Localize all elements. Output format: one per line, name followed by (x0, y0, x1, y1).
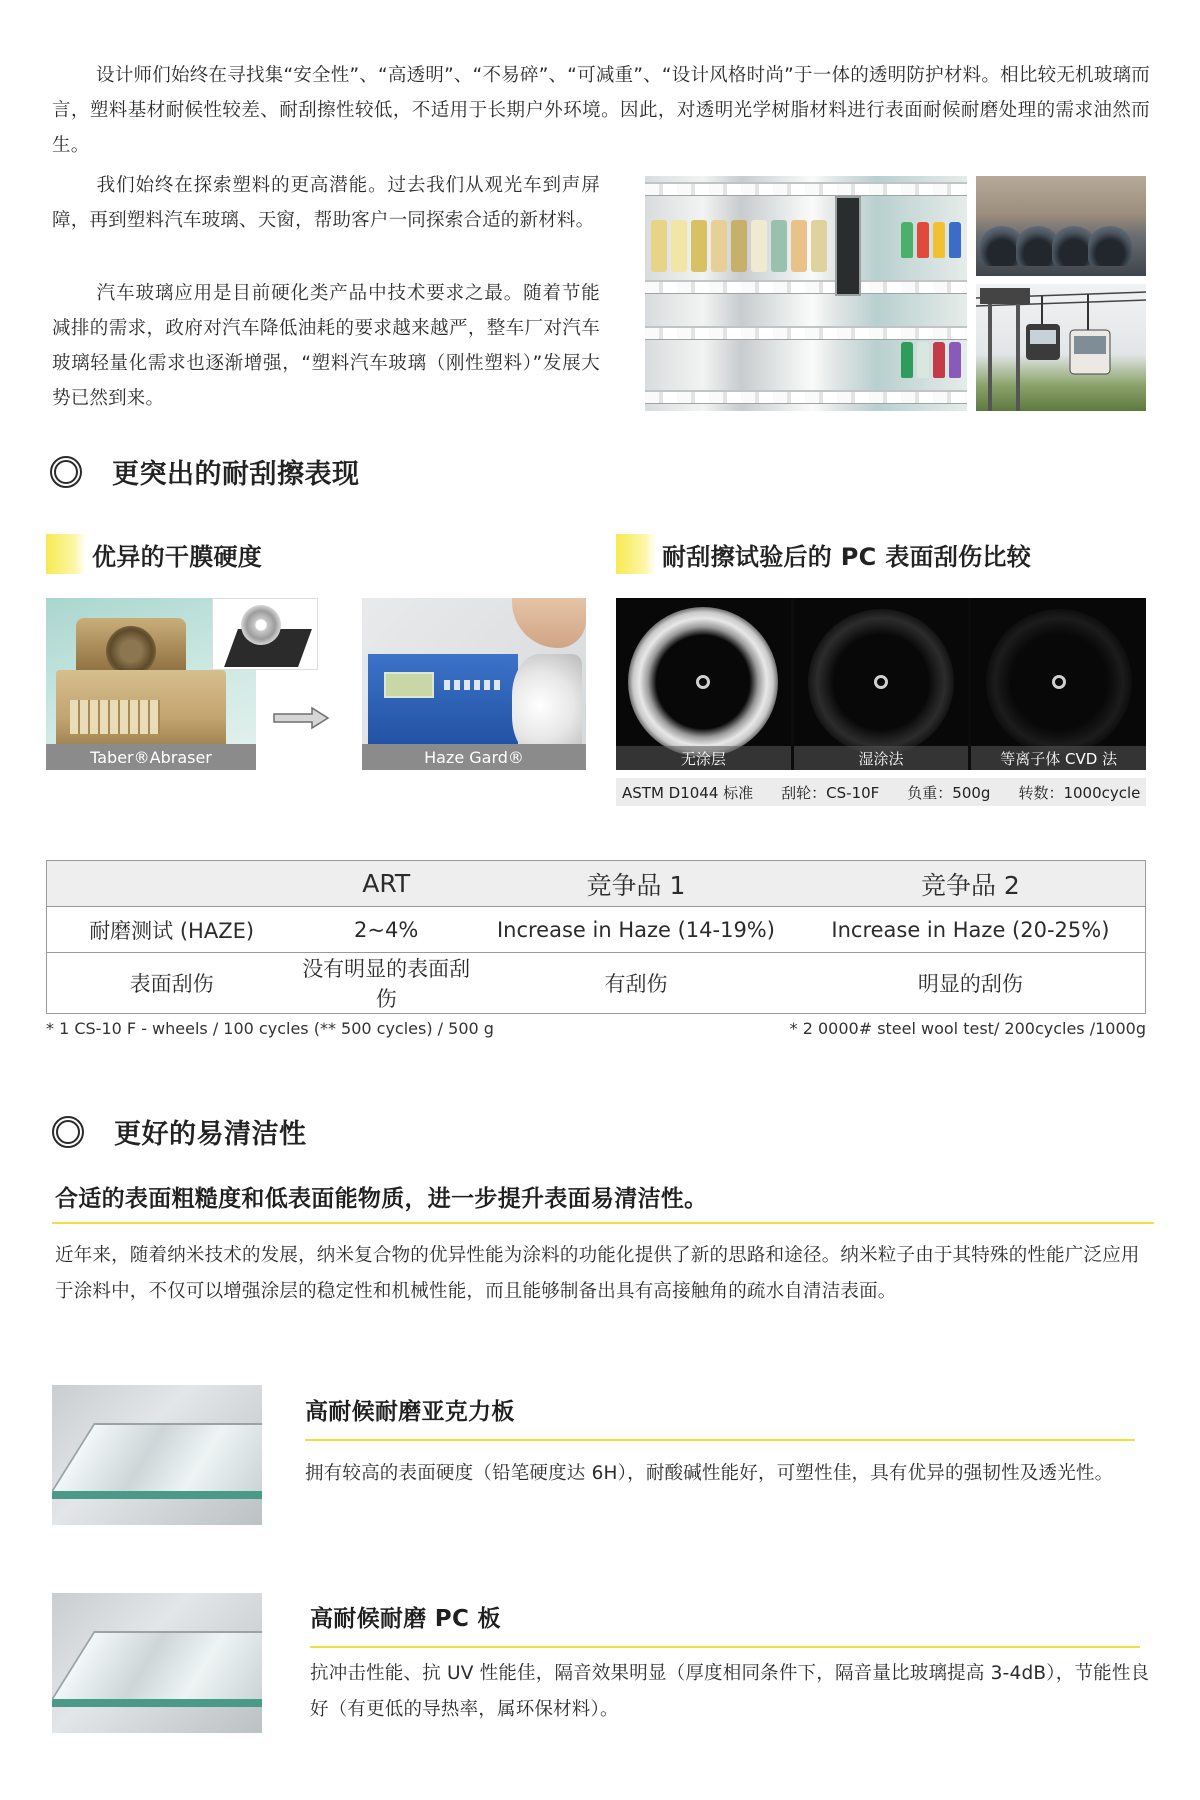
intro-paragraph-2: 我们始终在探索塑料的更高潜能。过去我们从观光车到声屏障，再到塑料汽车玻璃、天窗，帮助客户一同探索合适的新材料。 (52, 175, 600, 231)
scooters-photo (976, 176, 1146, 276)
section-heading-scratch (50, 452, 360, 491)
double-circle-icon (50, 456, 82, 488)
pc-panel-photo (52, 1593, 262, 1733)
table-cell: 耐磨测试 (HAZE) (47, 907, 297, 953)
arrow-right-icon (272, 706, 330, 730)
test-conditions (616, 778, 1146, 806)
astm-wheel: 刮轮：CS-10F (781, 783, 880, 802)
ring-label: 湿涂法 (794, 746, 969, 770)
cable-car-photo (976, 284, 1146, 411)
astm-load: 负重：500g (907, 783, 991, 802)
section-title: 更突出的耐刮擦表现 (112, 459, 360, 490)
vending-machine-photo (645, 176, 967, 411)
footnote-2: * 2 0000# steel wool test/ 200cycles /1000g (789, 1019, 1146, 1038)
taber-caption: Taber®Abraser (46, 744, 256, 770)
table-row (47, 953, 1146, 1014)
ring-label: 无涂层 (616, 746, 791, 770)
astm-turns: 转数：1000cycle (1018, 783, 1141, 802)
ring-label: 等离子体 CVD 法 (971, 746, 1146, 770)
subheading-hardness: 优异的干膜硬度 (46, 534, 446, 574)
ring-sample-plasma-cvd (971, 598, 1146, 770)
table-header-cell: 竞争品 1 (476, 861, 796, 907)
card-title: 高耐候耐磨 PC 板 (310, 1606, 501, 1632)
sample-hole (1052, 675, 1066, 689)
table-cell: 表面刮伤 (129, 972, 214, 996)
table-header-row (47, 861, 1146, 907)
intro-paragraph-3: 汽车玻璃应用是目前硬化类产品中技术要求之最。随着节能减排的需求，政府对汽车降低油耗的要求越来越严，整车厂对汽车玻璃轻量化需求也逐渐增强，“塑料汽车玻璃（刚性塑料）”发展大势已然到来。 (52, 283, 600, 409)
ring-sample-uncoated (616, 598, 791, 770)
acrylic-panel-photo (52, 1385, 262, 1525)
double-circle-icon (52, 1116, 84, 1148)
yellow-divider (305, 1439, 1135, 1441)
astm-standard: ASTM D1044 标准 (622, 783, 754, 802)
clean-lead-text: 合适的表面粗糙度和低表面能物质，进一步提升表面易清洁性。 (55, 1186, 708, 1212)
ring-sample-wet-coating (794, 598, 969, 770)
table-cell: 2~4% (296, 907, 476, 953)
table-cell: 明显的刮伤 (917, 972, 1023, 996)
table-header-cell: 竞争品 2 (796, 861, 1146, 907)
section-heading-clean (52, 1112, 307, 1151)
sample-hole (874, 675, 888, 689)
scratch-ring-comparison (616, 598, 1146, 770)
table-cell: 没有明显的表面刮伤 (302, 957, 471, 1011)
comparison-table (46, 860, 1146, 1014)
card-text: 拥有较高的表面硬度（铅笔硬度达 6H），耐酸碱性能好，可塑性佳，具有优异的强韧性及透光性。 (305, 1463, 1114, 1484)
card-title: 高耐候耐磨亚克力板 (305, 1399, 515, 1425)
yellow-divider (310, 1646, 1140, 1648)
footnote-1: * 1 CS-10 F - wheels / 100 cycles (** 500 cycles) / 500 g (46, 1019, 494, 1038)
subheading-scratch-compare: 耐刮擦试验后的 PC 表面刮伤比较 (616, 534, 1146, 574)
table-header-cell: ART (296, 861, 476, 907)
card-text: 抗冲击性能、抗 UV 性能佳，隔音效果明显（厚度相同条件下，隔音量比玻璃提高 3-4dB），节能性良好（有更低的导热率，属环保材料）。 (310, 1663, 1150, 1720)
table-row (47, 907, 1146, 953)
table-cell: Increase in Haze (14-19%) (476, 907, 796, 953)
haze-caption: Haze Gard® (362, 744, 586, 770)
section-title: 更好的易清洁性 (114, 1119, 307, 1150)
table-cell: Increase in Haze (20-25%) (796, 907, 1146, 953)
sample-hole (696, 675, 710, 689)
abraser-sample-inset (212, 598, 318, 670)
clean-body-text: 近年来，随着纳米技术的发展，纳米复合物的优异性能为涂料的功能化提供了新的思路和途径。纳米粒子由于其特殊的性能广泛应用于涂料中，不仅可以增强涂层的稳定性和机械性能，而且能够制备出具有高接触角的疏水自清洁表面。 (55, 1245, 1140, 1302)
intro-paragraph-1: 设计师们始终在寻找集“安全性”、“高透明”、“不易碎”、“可减重”、“设计风格时尚”于一体的透明防护材料。相比较无机玻璃而言，塑料基材耐候性较差、耐刮擦性较低，不适用于长期户外环境。因此，对透明光学树脂材料进行表面耐候耐磨处理的需求油然而生。 (52, 65, 1151, 156)
yellow-divider (52, 1222, 1154, 1224)
table-cell: 有刮伤 (604, 972, 668, 996)
table-header-cell (47, 861, 297, 907)
